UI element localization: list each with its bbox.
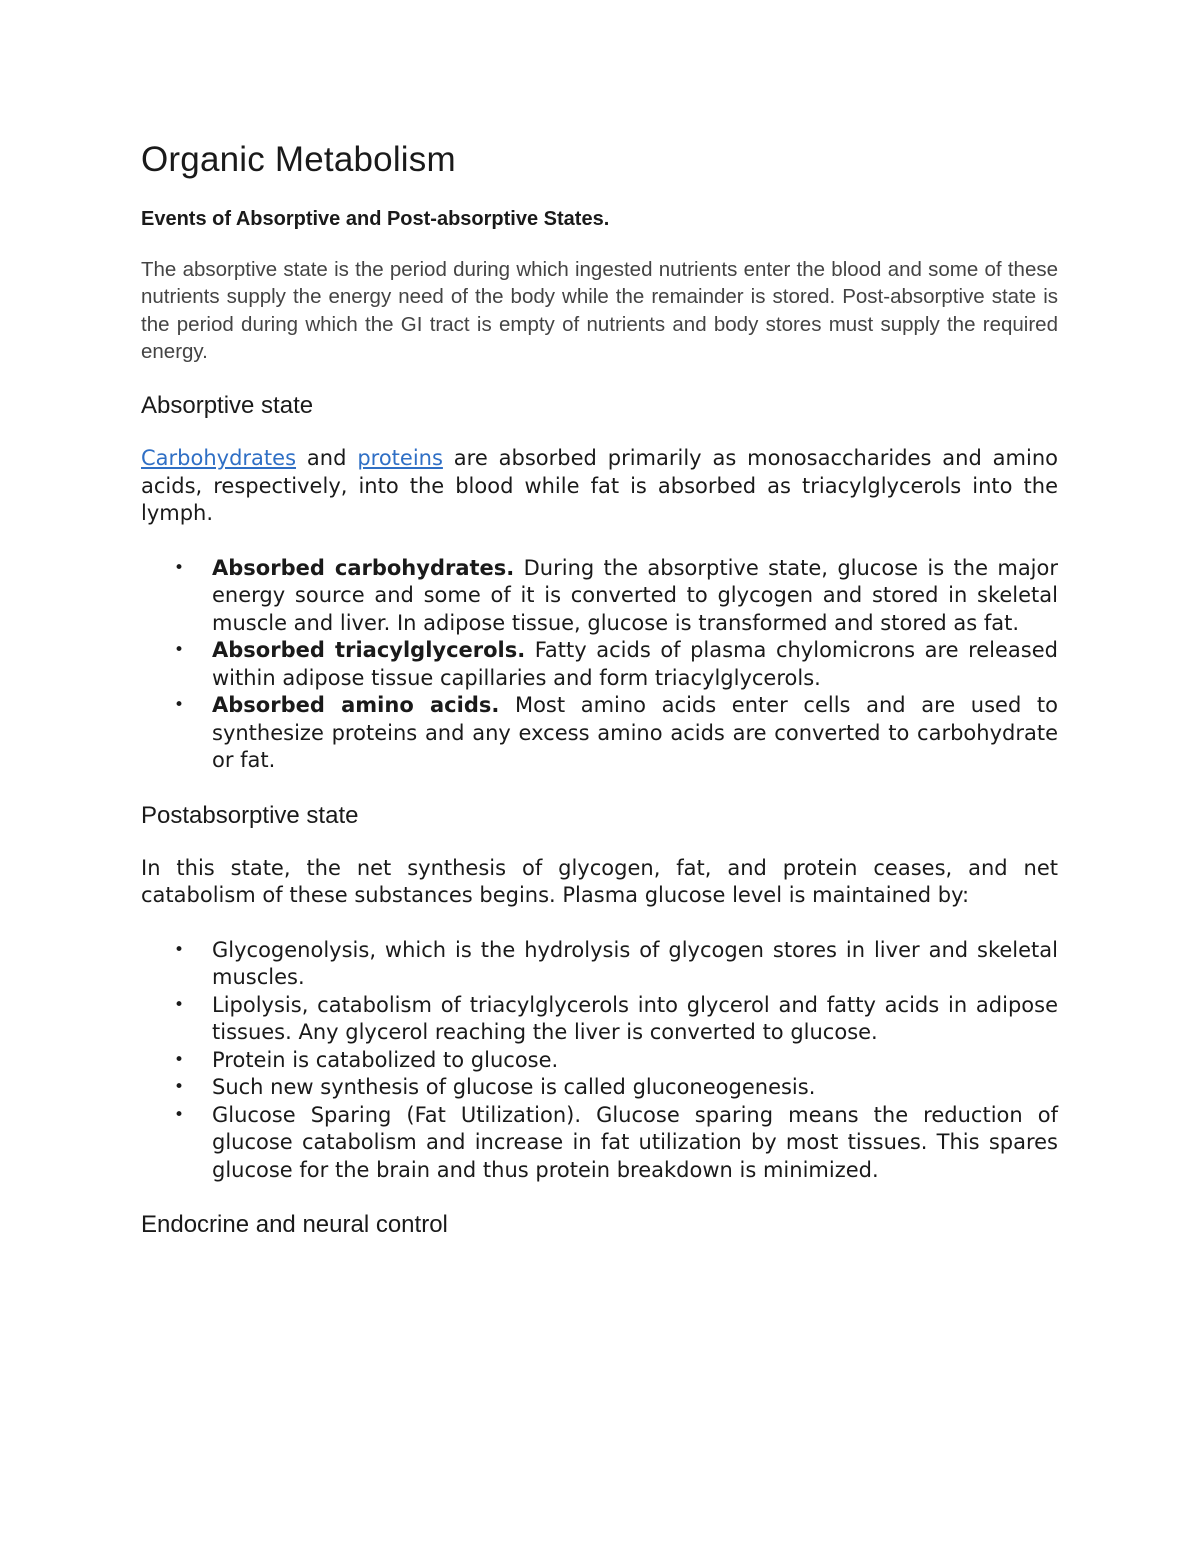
list-item-text: During the absorptive state, glucose is the major energy source and some of it is converted to glycogen and stored in skeletal muscle and liver. In adipose tissue, glucose is transformed and stored as fat.	[212, 555, 1058, 635]
postabsorptive-list	[141, 937, 1058, 1185]
document-title: Organic Metabolism	[141, 140, 456, 179]
bullet-icon: •	[174, 1049, 185, 1070]
list-item	[174, 1074, 1058, 1102]
list-item-text: Such new synthesis of glucose is called gluconeogenesis.	[212, 1075, 816, 1100]
absorptive-paragraph	[141, 445, 1058, 528]
list-item	[174, 555, 1058, 638]
document-subtitle: Events of Absorptive and Post-absorptive States.	[141, 208, 610, 230]
heading-postabsorptive-state: Postabsorptive state	[141, 801, 359, 829]
absorptive-paragraph-rest: are absorbed primarily as monosaccharides and amino acids, respectively, into the blood while fat is absorbed as triacylglycerols into the lymph.	[141, 446, 1058, 526]
list-item-title: Absorbed amino acids.	[212, 693, 500, 718]
bullet-icon: •	[174, 640, 185, 661]
list-item-text: Fatty acids of plasma chylomicrons are released within adipose tissue capillaries and form triacylglycerols.	[212, 638, 1058, 690]
postabsorptive-paragraph: In this state, the net synthesis of glycogen, fat, and protein ceases, and net catabolism of these substances begins. Plasma glucose level is maintained by:	[141, 855, 1058, 908]
list-item	[174, 1047, 1058, 1075]
heading-absorptive-state: Absorptive state	[141, 392, 314, 420]
bullet-icon: •	[174, 1077, 185, 1098]
list-item	[174, 992, 1058, 1047]
bullet-icon: •	[174, 939, 185, 960]
list-item	[174, 637, 1058, 692]
list-item-text: Most amino acids enter cells and are used to synthesize proteins and any excess amino acids are converted to carbohydrate or fat.	[212, 693, 1059, 773]
absorptive-list	[141, 555, 1058, 775]
list-item	[174, 937, 1058, 992]
bullet-icon: •	[174, 557, 185, 578]
list-item-text: Protein is catabolized to glucose.	[212, 1047, 559, 1072]
bullet-icon: •	[174, 695, 185, 716]
list-item	[174, 1102, 1058, 1185]
list-item-text: Glucose Sparing (Fat Utilization). Glucose sparing means the reduction of glucose catabolism and increase in fat utilization by most tissues. This spares glucose for the brain and thus protein breakdown is minimized.	[212, 1102, 1058, 1182]
and-text: and	[296, 446, 358, 471]
bullet-icon: •	[174, 1104, 185, 1125]
list-item	[174, 692, 1059, 775]
list-item-text: Glycogenolysis, which is the hydrolysis of glycogen stores in liver and skeletal muscles.	[212, 937, 1058, 990]
carbohydrates-link[interactable]: Carbohydrates	[141, 446, 297, 471]
heading-endocrine-neural-control: Endocrine and neural control	[141, 1211, 448, 1239]
list-item-title: Absorbed triacylglycerols.	[212, 638, 526, 663]
document-page	[141, 138, 1058, 1264]
bullet-icon: •	[174, 994, 185, 1015]
list-item-title: Absorbed carbohydrates.	[212, 555, 515, 580]
proteins-link[interactable]: proteins	[357, 446, 443, 471]
list-item-text: Lipolysis, catabolism of triacylglycerols into glycerol and fatty acids in adipose tissues. Any glycerol reaching the liver is converted to glucose.	[212, 992, 1058, 1045]
intro-paragraph: The absorptive state is the period during which ingested nutrients enter the blood and some of these nutrients supply the energy need of the body while the remainder is stored. Post-absorptive state is the period during which the GI tract is empty of nutrients and body stores must supply the required energy.	[141, 258, 1058, 363]
